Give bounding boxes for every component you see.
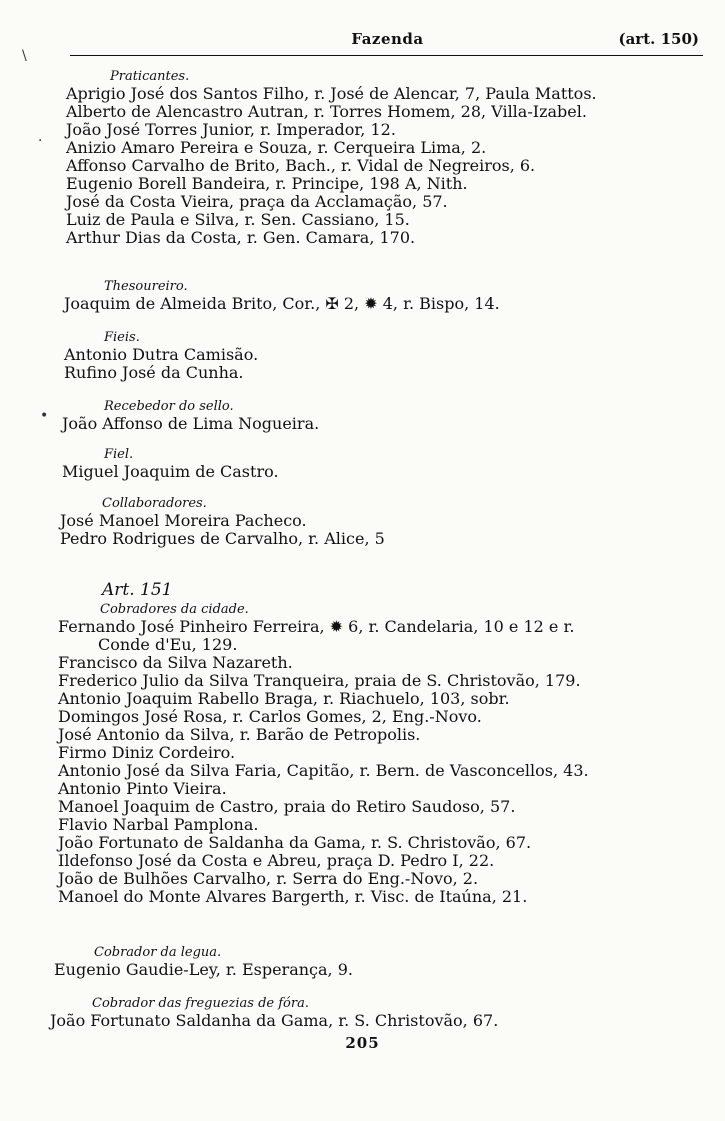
margin-mark: · bbox=[38, 133, 43, 149]
section-fieis bbox=[0, 329, 725, 382]
section-heading: Praticantes. bbox=[110, 69, 190, 84]
list-item: Flavio Narbal Pamplona. bbox=[58, 815, 259, 834]
list-item: Antonio José da Silva Faria, Capitão, r. Bern. de Vasconcellos, 43. bbox=[58, 761, 589, 780]
section-heading: Fiel. bbox=[104, 447, 134, 462]
header-rule bbox=[70, 55, 703, 56]
list-item: Antonio Dutra Camisão. bbox=[64, 345, 259, 364]
list-item: Eugenio Borell Bandeira, r. Principe, 198 A, Nith. bbox=[66, 174, 468, 193]
list-item: Frederico Julio da Silva Tranqueira, praia de S. Christovão, 179. bbox=[58, 671, 581, 690]
section-heading: Cobrador da legua. bbox=[94, 945, 222, 960]
list-item: João Fortunato de Saldanha da Gama, r. S. Christovão, 67. bbox=[58, 833, 532, 852]
list-item: João Fortunato Saldanha da Gama, r. S. Christovão, 67. bbox=[50, 1011, 499, 1030]
list-item: João Affonso de Lima Nogueira. bbox=[62, 414, 320, 433]
list-item: João de Bulhões Carvalho, r. Serra do Eng.-Novo, 2. bbox=[58, 869, 479, 888]
list-item: Alberto de Alencastro Autran, r. Torres Homem, 28, Villa-Izabel. bbox=[66, 102, 587, 121]
list-item: Anizio Amaro Pereira e Souza, r. Cerqueira Lima, 2. bbox=[66, 138, 487, 157]
section-heading: Thesoureiro. bbox=[104, 279, 188, 294]
list-item: Eugenio Gaudie-Ley, r. Esperança, 9. bbox=[54, 960, 353, 979]
page-header bbox=[70, 30, 705, 54]
page-title: Fazenda bbox=[351, 30, 424, 48]
list-item: Fernando José Pinheiro Ferreira, ✹ 6, r. Candelaria, 10 e 12 e r. bbox=[58, 617, 575, 636]
section-heading: Collaboradores. bbox=[102, 496, 207, 511]
section-heading: Cobradores da cidade. bbox=[100, 602, 249, 617]
section-collaboradores bbox=[0, 495, 725, 548]
section-cobradores-cidade bbox=[0, 580, 725, 906]
list-item: Affonso Carvalho de Brito, Bach., r. Vidal de Negreiros, 6. bbox=[66, 156, 536, 175]
list-item: José da Costa Vieira, praça da Acclamação, 57. bbox=[66, 192, 448, 211]
article-number: Art. 151 bbox=[102, 580, 173, 600]
list-item: Ildefonso José da Costa e Abreu, praça D. Pedro I, 22. bbox=[58, 851, 495, 870]
list-item: Francisco da Silva Nazareth. bbox=[58, 653, 293, 672]
list-item: Joaquim de Almeida Brito, Cor., ✠ 2, ✹ 4, r. Bispo, 14. bbox=[64, 294, 500, 313]
list-item: João José Torres Junior, r. Imperador, 12. bbox=[66, 120, 396, 139]
list-item: Arthur Dias da Costa, r. Gen. Camara, 170. bbox=[66, 228, 416, 247]
list-item: José Antonio da Silva, r. Barão de Petropolis. bbox=[58, 725, 421, 744]
margin-mark: • bbox=[40, 408, 49, 424]
section-recebedor bbox=[0, 398, 725, 433]
list-item: Aprigio José dos Santos Filho, r. José de Alencar, 7, Paula Mattos. bbox=[66, 84, 597, 103]
section-cobrador-legua bbox=[0, 944, 725, 979]
list-item: Antonio Joaquim Rabello Braga, r. Riachuelo, 103, sobr. bbox=[58, 689, 510, 708]
list-item: Miguel Joaquim de Castro. bbox=[62, 462, 279, 481]
section-thesoureiro bbox=[0, 278, 725, 313]
list-item: Rufino José da Cunha. bbox=[64, 363, 244, 382]
list-item: Antonio Pinto Vieira. bbox=[58, 779, 227, 798]
section-heading: Recebedor do sello. bbox=[104, 399, 234, 414]
margin-mark: \ bbox=[22, 48, 27, 64]
section-fiel bbox=[0, 446, 725, 481]
list-item: Manoel do Monte Alvares Bargerth, r. Visc. de Itaúna, 21. bbox=[58, 887, 528, 906]
section-heading: Cobrador das freguezias de fóra. bbox=[92, 996, 309, 1011]
section-praticantes bbox=[0, 68, 725, 247]
section-cobrador-freguezias bbox=[0, 995, 725, 1030]
list-item: José Manoel Moreira Pacheco. bbox=[60, 511, 307, 530]
page-number: 205 bbox=[345, 1034, 380, 1052]
list-item: Pedro Rodrigues de Carvalho, r. Alice, 5 bbox=[60, 529, 385, 548]
article-reference: (art. 150) bbox=[618, 30, 699, 48]
list-item: Firmo Diniz Cordeiro. bbox=[58, 743, 236, 762]
list-item: Domingos José Rosa, r. Carlos Gomes, 2, Eng.-Novo. bbox=[58, 707, 482, 726]
list-item: Luiz de Paula e Silva, r. Sen. Cassiano, 15. bbox=[66, 210, 410, 229]
list-item: Manoel Joaquim de Castro, praia do Retiro Saudoso, 57. bbox=[58, 797, 516, 816]
list-item: Conde d'Eu, 129. bbox=[98, 635, 238, 654]
section-heading: Fieis. bbox=[104, 330, 140, 345]
